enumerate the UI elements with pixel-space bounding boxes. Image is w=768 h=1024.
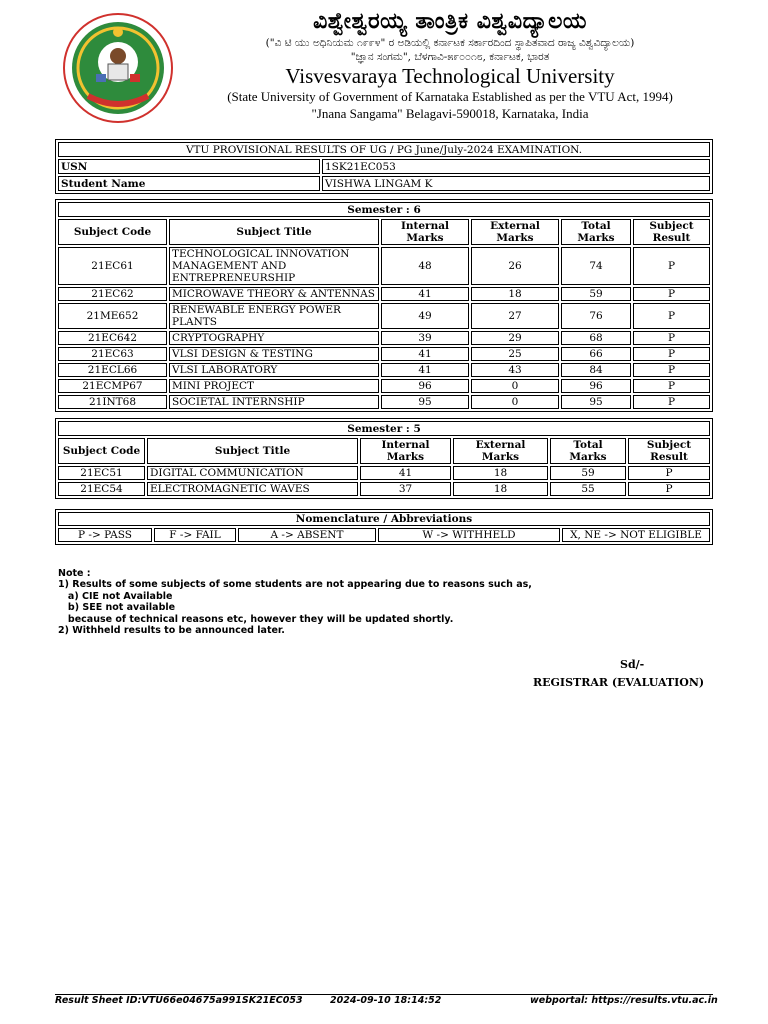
student-info-table (55, 139, 713, 194)
note-line: 1) Results of some subjects of some students are not appearing due to reasons such as, (58, 579, 532, 591)
total-marks: 66 (561, 347, 631, 361)
subject-title: DIGITAL COMMUNICATION (147, 466, 358, 480)
abbrev-pass: P -> PASS (58, 528, 152, 542)
exam-title: VTU PROVISIONAL RESULTS OF UG / PG June/July-2024 EXAMINATION. (58, 142, 710, 157)
note-line: because of technical reasons etc, however they will be updated shortly. (58, 613, 454, 625)
col-external-marks: External Marks (453, 438, 548, 464)
notes-section (58, 568, 532, 636)
internal-marks: 49 (381, 303, 469, 329)
subject-code: 21ECMP67 (58, 379, 167, 393)
total-marks: 59 (561, 287, 631, 301)
external-marks: 18 (453, 466, 548, 480)
subject-title: CRYPTOGRAPHY (169, 331, 379, 345)
kannada-subtitle: ("ವಿ ಟಿ ಯು ಅಧಿನಿಯಮ ೧೯೯೪" ರ ಅಡಿಯಲ್ಲಿ ಕರ್ನಾಟಕ ಸರ್ಕಾರದಿಂದ ಸ್ಥಾಪಿತವಾದ ರಾಜ್ಯ ವಿಶ್ವವಿದ್ಯಾಲಯ) (265, 37, 635, 49)
subject-result: P (633, 363, 710, 377)
abbrev-absent: A -> ABSENT (238, 528, 376, 542)
signature-sd: Sd/- (620, 658, 645, 671)
subject-code: 21EC51 (58, 466, 145, 480)
subject-result: P (633, 347, 710, 361)
nomenclature-title: Nomenclature / Abbreviations (58, 512, 710, 526)
subject-title: VLSI DESIGN & TESTING (169, 347, 379, 361)
abbrev-fail: F -> FAIL (154, 528, 236, 542)
semester-6-title: Semester : 6 (58, 202, 710, 217)
subject-code: 21EC54 (58, 482, 145, 496)
english-address: "Jnana Sangama" Belagavi-590018, Karnataka, India (311, 106, 589, 121)
subject-code: 21ECL66 (58, 363, 167, 377)
subject-result: P (628, 482, 710, 496)
subject-title: MINI PROJECT (169, 379, 379, 393)
total-marks: 84 (561, 363, 631, 377)
student-name-label: Student Name (58, 176, 320, 191)
subject-result: P (628, 466, 710, 480)
subject-title: VLSI LABORATORY (169, 363, 379, 377)
internal-marks: 41 (381, 287, 469, 301)
subject-title: MICROWAVE THEORY & ANTENNAS (169, 287, 379, 301)
note-line: a) CIE not Available (58, 590, 173, 602)
table-row (58, 379, 710, 393)
note-line: b) SEE not available (58, 602, 176, 614)
col-subject-code: Subject Code (58, 438, 145, 464)
subject-code: 21INT68 (58, 395, 167, 409)
subject-title: RENEWABLE ENERGY POWER PLANTS (169, 303, 379, 329)
table-row (58, 466, 710, 480)
english-title: Visvesvaraya Technological University (285, 64, 615, 88)
internal-marks: 37 (360, 482, 451, 496)
note-line: 2) Withheld results to be announced later. (58, 625, 285, 637)
total-marks: 96 (561, 379, 631, 393)
total-marks: 76 (561, 303, 631, 329)
table-row (58, 331, 710, 345)
subject-code: 21EC642 (58, 331, 167, 345)
subject-result: P (633, 331, 710, 345)
subject-title: SOCIETAL INTERNSHIP (169, 395, 379, 409)
internal-marks: 41 (360, 466, 451, 480)
internal-marks: 48 (381, 247, 469, 285)
english-subtitle: (State University of Government of Karnataka Established as per the VTU Act, 1994) (227, 89, 673, 104)
external-marks: 27 (471, 303, 559, 329)
total-marks: 55 (550, 482, 626, 496)
subject-result: P (633, 379, 710, 393)
external-marks: 18 (471, 287, 559, 301)
external-marks: 25 (471, 347, 559, 361)
external-marks: 0 (471, 395, 559, 409)
subject-result: P (633, 303, 710, 329)
subject-result: P (633, 395, 710, 409)
col-external-marks: External Marks (471, 219, 559, 245)
col-subject-result: Subject Result (633, 219, 710, 245)
col-subject-title: Subject Title (169, 219, 379, 245)
internal-marks: 41 (381, 363, 469, 377)
col-internal-marks: Internal Marks (360, 438, 451, 464)
col-subject-result: Subject Result (628, 438, 710, 464)
nomenclature-table (55, 509, 713, 545)
external-marks: 43 (471, 363, 559, 377)
semester-5-title: Semester : 5 (58, 421, 710, 436)
generated-timestamp: 2024-09-10 18:14:52 (330, 995, 442, 1006)
subject-code: 21EC63 (58, 347, 167, 361)
internal-marks: 39 (381, 331, 469, 345)
internal-marks: 96 (381, 379, 469, 393)
subject-code: 21ME652 (58, 303, 167, 329)
col-total-marks: Total Marks (561, 219, 631, 245)
usn-value: 1SK21EC053 (322, 159, 710, 174)
usn-label: USN (58, 159, 320, 174)
table-row (58, 287, 710, 301)
table-row (58, 303, 710, 329)
university-header (0, 0, 768, 130)
kannada-address: "ಜ್ಞಾನ ಸಂಗಮ", ಬೆಳಗಾವಿ-೫೯೦೦೧೮, ಕರ್ನಾಟಕ, ಭಾರತ (350, 51, 550, 63)
table-row (58, 247, 710, 285)
semester-6-table (55, 199, 713, 412)
subject-code: 21EC62 (58, 287, 167, 301)
header-text (185, 6, 715, 122)
external-marks: 18 (453, 482, 548, 496)
subject-code: 21EC61 (58, 247, 167, 285)
total-marks: 68 (561, 331, 631, 345)
internal-marks: 95 (381, 395, 469, 409)
abbrev-not-eligible: X, NE -> NOT ELIGIBLE (562, 528, 710, 542)
total-marks: 59 (550, 466, 626, 480)
col-subject-title: Subject Title (147, 438, 358, 464)
table-row (58, 347, 710, 361)
total-marks: 95 (561, 395, 631, 409)
table-row (58, 363, 710, 377)
table-row (58, 482, 710, 496)
col-total-marks: Total Marks (550, 438, 626, 464)
webportal-link[interactable]: webportal: https://results.vtu.ac.in (530, 995, 718, 1006)
external-marks: 0 (471, 379, 559, 393)
abbrev-withheld: W -> WITHHELD (378, 528, 560, 542)
subject-title: TECHNOLOGICAL INNOVATION MANAGEMENT AND ENTREPRENEURSHIP (169, 247, 379, 285)
total-marks: 74 (561, 247, 631, 285)
kannada-title: ವಿಶ್ವೇಶ್ವರಯ್ಯ ತಾಂತ್ರಿಕ ವಿಶ್ವವಿದ್ಯಾಲಯ (313, 8, 587, 34)
internal-marks: 41 (381, 347, 469, 361)
registrar-title: REGISTRAR (EVALUATION) (533, 676, 705, 689)
result-sheet-id: Result Sheet ID:VTU66e04675a991SK21EC053 (55, 995, 303, 1006)
col-subject-code: Subject Code (58, 219, 167, 245)
external-marks: 26 (471, 247, 559, 285)
semester-5-table (55, 418, 713, 499)
subject-result: P (633, 247, 710, 285)
subject-title: ELECTROMAGNETIC WAVES (147, 482, 358, 496)
subject-result: P (633, 287, 710, 301)
student-name-value: VISHWA LINGAM K (322, 176, 710, 191)
col-internal-marks: Internal Marks (381, 219, 469, 245)
university-logo-icon (62, 12, 174, 124)
external-marks: 29 (471, 331, 559, 345)
table-row (58, 395, 710, 409)
note-heading: Note : (58, 568, 91, 579)
